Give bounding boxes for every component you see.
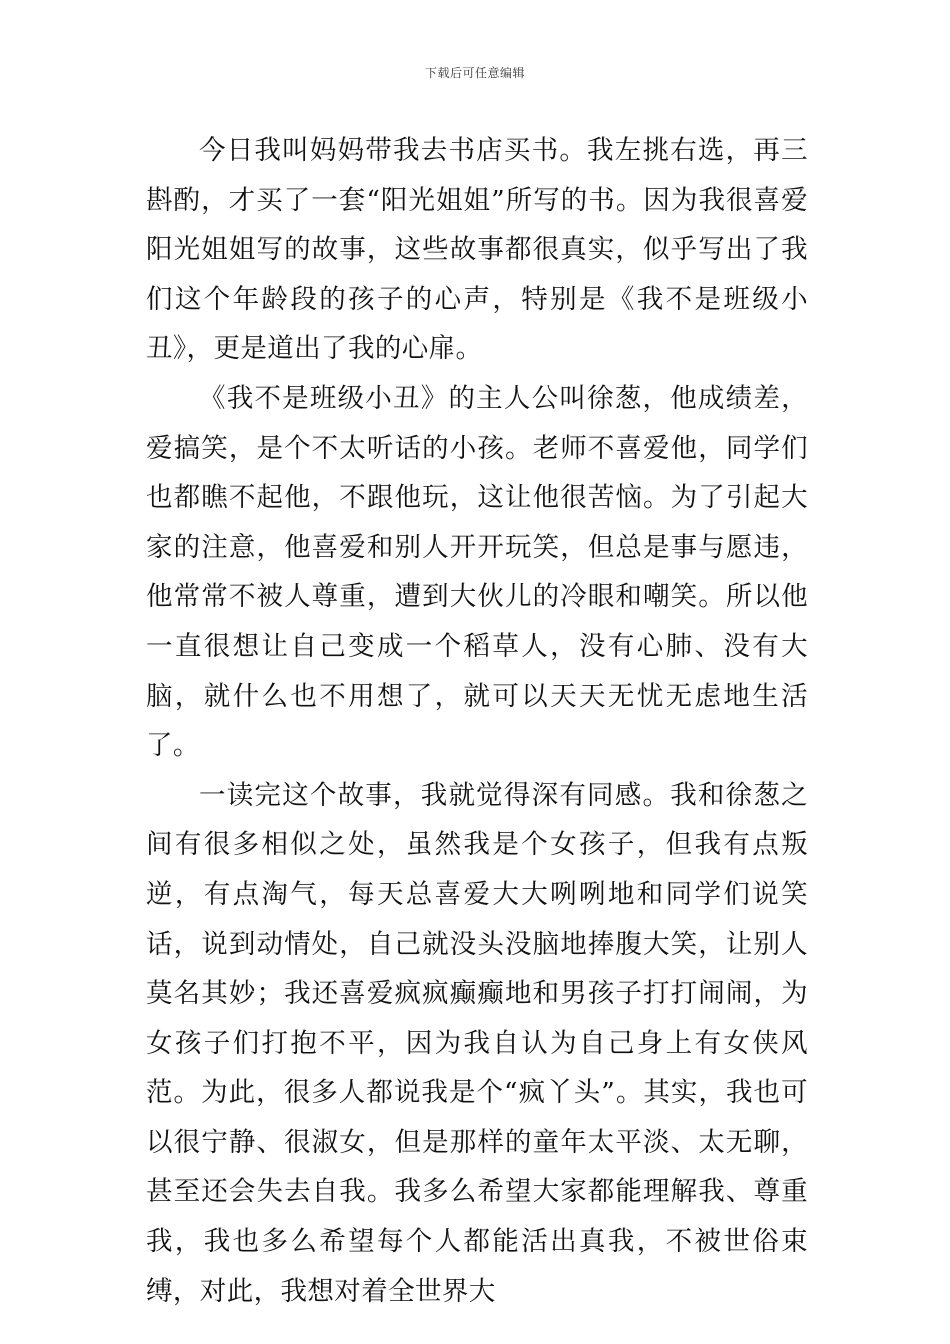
paragraph-2: 《我不是班级小丑》的主人公叫徐葱，他成绩差，爱搞笑，是个不太听话的小孩。老师不喜爱他，同学们也都瞧不起他，不跟他玩，这让他很苦恼。为了引起大家的注意，他喜爱和别人开开玩笑，但总是事与愿违，他常常不被人尊重，遭到大伙儿的冷眼和嘲笑。所以他一直很想让自己变成一个稻草人，没有心肺、没有大脑，就什么也不用想了，就可以天天无忧无虑地生活了。	[146, 382, 808, 762]
document-body	[146, 126, 808, 1316]
paragraph-1: 今日我叫妈妈带我去书店买书。我左挑右选，再三斟酌，才买了一套“阳光姐姐”所写的书。因为我很喜爱阳光姐姐写的故事，这些故事都很真实，似乎写出了我们这个年龄段的孩子的心声，特别是《我不是班级小丑》，更是道出了我的心扉。	[146, 135, 808, 365]
header-note: 下载后可任意编辑	[424, 66, 525, 80]
paragraph-3: 一读完这个故事，我就觉得深有同感。我和徐葱之间有很多相似之处，虽然我是个女孩子，但我有点叛逆，有点淘气，每天总喜爱大大咧咧地和同学们说笑话，说到动情处，自己就没头没脑地捧腹大笑，让别人莫名其妙；我还喜爱疯疯癫癫地和男孩子打打闹闹，为女孩子们打抱不平，因为我自认为自己身上有女侠风范。为此，很多人都说我是个“疯丫头”。其实，我也可以很宁静、很淑女，但是那样的童年太平淡、太无聊，甚至还会失去自我。我多么希望大家都能理解我、尊重我，我也多么希望每个人都能活出真我，不被世俗束缚，对此，我想对着全世界大	[146, 779, 808, 1307]
